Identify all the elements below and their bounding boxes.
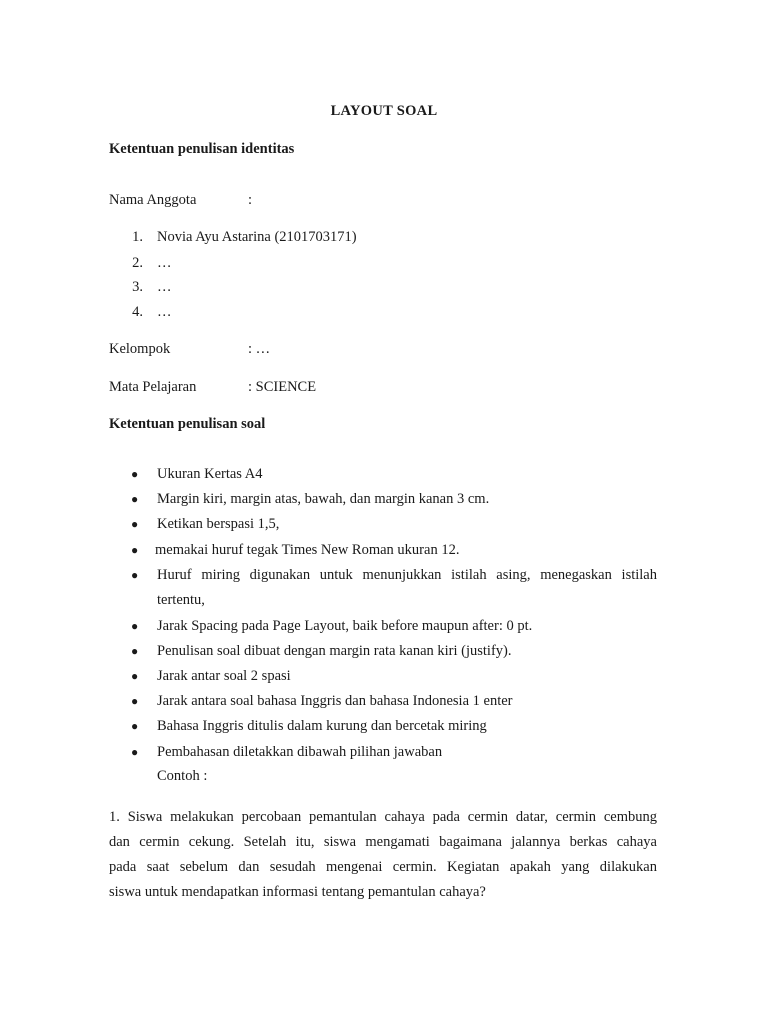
example-question-line: siswa untuk mendapatkan informasi tentang pemantulan cahaya?	[109, 884, 486, 900]
bullet-icon: ●	[131, 492, 139, 506]
rule-item: Ketikan berspasi 1,5,	[157, 516, 280, 532]
rule-item: memakai huruf tegak Times New Roman ukuran 12.	[155, 542, 460, 558]
bullet-icon: ●	[131, 568, 139, 582]
rule-item: Pembahasan diletakkan dibawah pilihan jawaban	[157, 744, 443, 760]
bullet-icon: ●	[131, 543, 139, 557]
rule-item: Penulisan soal dibuat dengan margin rata kanan kiri (justify).	[157, 643, 512, 659]
member-name: …	[157, 279, 172, 295]
bullet-icon: ●	[131, 517, 139, 531]
rule-item: Margin kiri, margin atas, bawah, dan margin kanan 3 cm.	[157, 491, 490, 507]
bullet-icon: ●	[131, 694, 139, 708]
kelompok-value: : …	[248, 341, 271, 357]
member-number: 2.	[132, 255, 143, 271]
page-title: LAYOUT SOAL	[330, 103, 438, 119]
example-question-line: pada saat sebelum dan sesudah mengenai cermin. Kegiatan apakah yang dilakukan	[109, 859, 657, 875]
bullet-icon: ●	[131, 619, 139, 633]
mata-pelajaran-label: Mata Pelajaran	[109, 379, 197, 395]
bullet-icon: ●	[131, 745, 139, 759]
rule-item-continuation: tertentu,	[157, 592, 205, 608]
bullet-icon: ●	[131, 467, 139, 481]
rule-item: Jarak Spacing pada Page Layout, baik before maupun after: 0 pt.	[157, 618, 533, 634]
nama-anggota-colon: :	[248, 192, 253, 208]
member-number: 4.	[132, 304, 143, 320]
rule-item: Huruf miring digunakan untuk menunjukkan istilah asing, menegaskan istilah	[157, 567, 657, 583]
identity-heading: Ketentuan penulisan identitas	[109, 141, 295, 157]
member-name: …	[157, 304, 172, 320]
nama-anggota-label: Nama Anggota	[109, 192, 197, 208]
bullet-icon: ●	[131, 669, 139, 683]
rule-item: Jarak antara soal bahasa Inggris dan bahasa Indonesia 1 enter	[157, 693, 513, 709]
contoh-label: Contoh :	[157, 768, 208, 784]
bullet-icon: ●	[131, 644, 139, 658]
mata-pelajaran-value: : SCIENCE	[248, 379, 317, 395]
rule-item: Jarak antar soal 2 spasi	[157, 668, 291, 684]
example-question-line: dan cermin cekung. Setelah itu, siswa mengamati bagaimana jalannya berkas cahaya	[109, 834, 657, 850]
rule-item: Ukuran Kertas A4	[157, 466, 263, 482]
rule-item: Bahasa Inggris ditulis dalam kurung dan bercetak miring	[157, 718, 487, 734]
kelompok-label: Kelompok	[109, 341, 171, 357]
member-number: 1.	[132, 229, 143, 245]
member-name: Novia Ayu Astarina (2101703171)	[157, 229, 357, 245]
member-name: …	[157, 255, 172, 271]
member-number: 3.	[132, 279, 143, 295]
bullet-icon: ●	[131, 719, 139, 733]
example-question-line: 1. Siswa melakukan percobaan pemantulan cahaya pada cermin datar, cermin cembung	[109, 809, 657, 825]
soal-heading: Ketentuan penulisan soal	[109, 416, 266, 432]
